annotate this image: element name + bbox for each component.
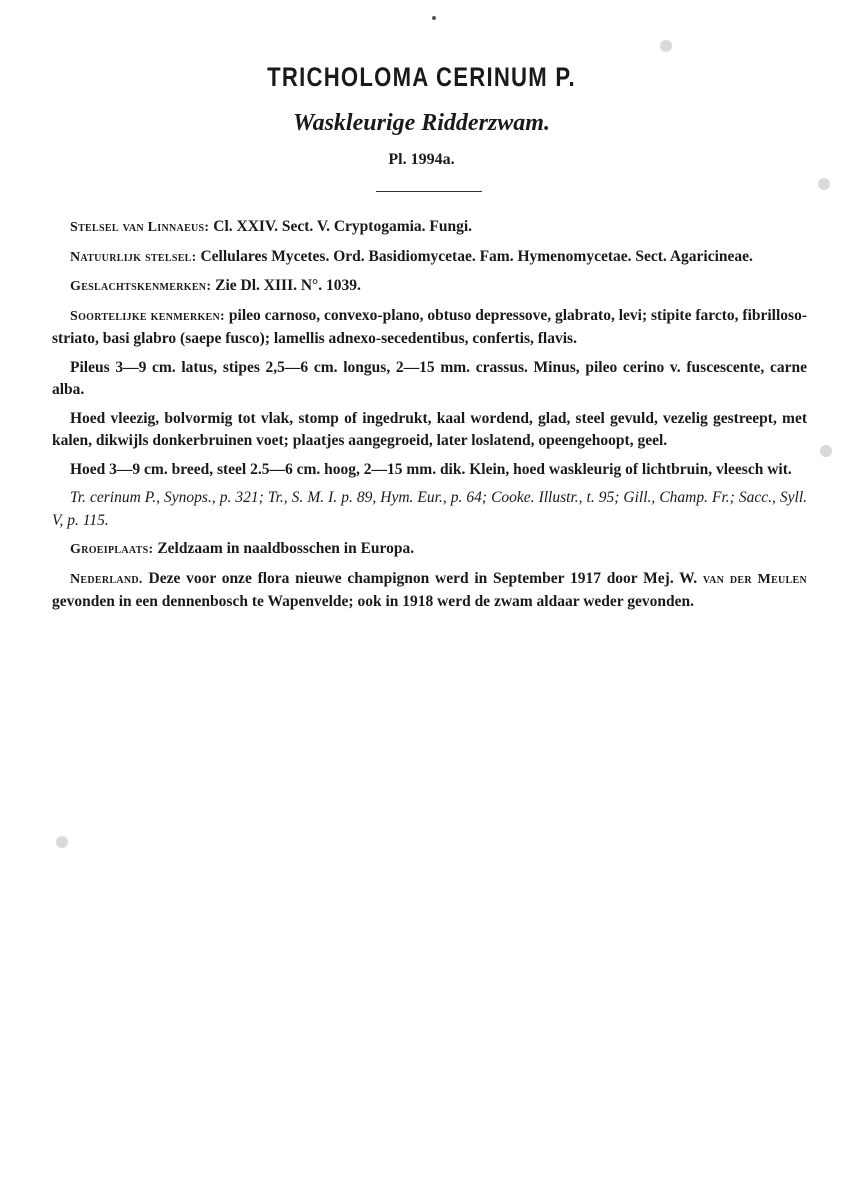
- nederland-paragraph: [52, 568, 807, 614]
- geslacht-text: Zie Dl. XIII. N°. 1039.: [215, 277, 361, 294]
- pileus-latin-paragraph: Pileus 3—9 cm. latus, stipes 2,5—6 cm. longus, 2—15 mm. crassus. Minus, pileo cerino v. fuscescente, carne alba.: [52, 358, 807, 398]
- linnaeus-paragraph: [52, 216, 807, 240]
- document-body: [52, 216, 807, 620]
- natuurlijk-paragraph: [52, 246, 807, 270]
- hoed-description-paragraph: Hoed vleezig, bolvormig tot vlak, stomp of ingedrukt, kaal wordend, glad, steel gevuld, vezelig gestreept, met kalen, dikwijls donkerbruinen voet; plaatjes aangegroeid, later loslatend, opeengehoopt, geel.: [52, 409, 807, 449]
- linnaeus-text: Cl. XXIV. Sect. V. Cryptogamia. Fungi.: [213, 218, 473, 235]
- groeiplaats-label: Groeiplaats:: [70, 542, 154, 557]
- paper-speck: [660, 40, 672, 52]
- groeiplaats-paragraph: [52, 538, 807, 562]
- nederland-label: Nederland.: [70, 571, 143, 587]
- paper-speck: [432, 16, 436, 20]
- title-divider: [376, 191, 482, 192]
- nederland-text-before: Deze voor onze flora nieuwe champignon werd in September 1917 door Mej. W.: [148, 569, 698, 587]
- soort-text: pileo carnoso, convexo-plano, obtuso depressove, glabrato, levi; stipite farcto, fibrilloso-striato, basi glabro (saepe fusco); lamellis adnexo-secedentibus, confertis, flavis.: [52, 306, 807, 347]
- paper-speck: [820, 445, 832, 457]
- soort-paragraph: [52, 305, 807, 351]
- plate-number: Pl. 1994a.: [388, 151, 455, 168]
- page-subtitle: Waskleurige Ridderzwam.: [293, 110, 550, 136]
- nederland-text-after: gevonden in een dennenbosch te Wapenvelde; ook in 1918 werd de zwam aldaar weder gevonden.: [52, 593, 694, 610]
- paper-speck: [56, 836, 68, 848]
- linnaeus-label: Stelsel van Linnaeus:: [70, 220, 210, 235]
- natuurlijk-label: Natuurlijk stelsel:: [70, 249, 197, 265]
- groeiplaats-text: Zeldzaam in naaldbosschen in Europa.: [157, 540, 415, 557]
- references-paragraph: Tr. cerinum P., Synops., p. 321; Tr., S. M. I. p. 89, Hym. Eur., p. 64; Cooke. Illustr., t. 95; Gill., Champ. Fr.; Sacc., Syll. V, p. 115.: [52, 489, 807, 529]
- hoed-size-paragraph: Hoed 3—9 cm. breed, steel 2.5—6 cm. hoog, 2—15 mm. dik. Klein, hoed waskleurig of lichtbruin, vleesch wit.: [70, 460, 792, 478]
- geslacht-label: Geslachtskenmerken:: [70, 279, 212, 294]
- geslacht-paragraph: [52, 275, 807, 299]
- paper-speck: [818, 178, 830, 190]
- page-title: TRICHOLOMA CERINUM P.: [267, 62, 576, 92]
- soort-label: Soortelijke kenmerken:: [70, 308, 225, 324]
- natuurlijk-text: Cellulares Mycetes. Ord. Basidiomycetae. Fam. Hymenomycetae. Sect. Agaricineae.: [200, 247, 753, 265]
- collector-name: van der Meulen: [702, 571, 808, 587]
